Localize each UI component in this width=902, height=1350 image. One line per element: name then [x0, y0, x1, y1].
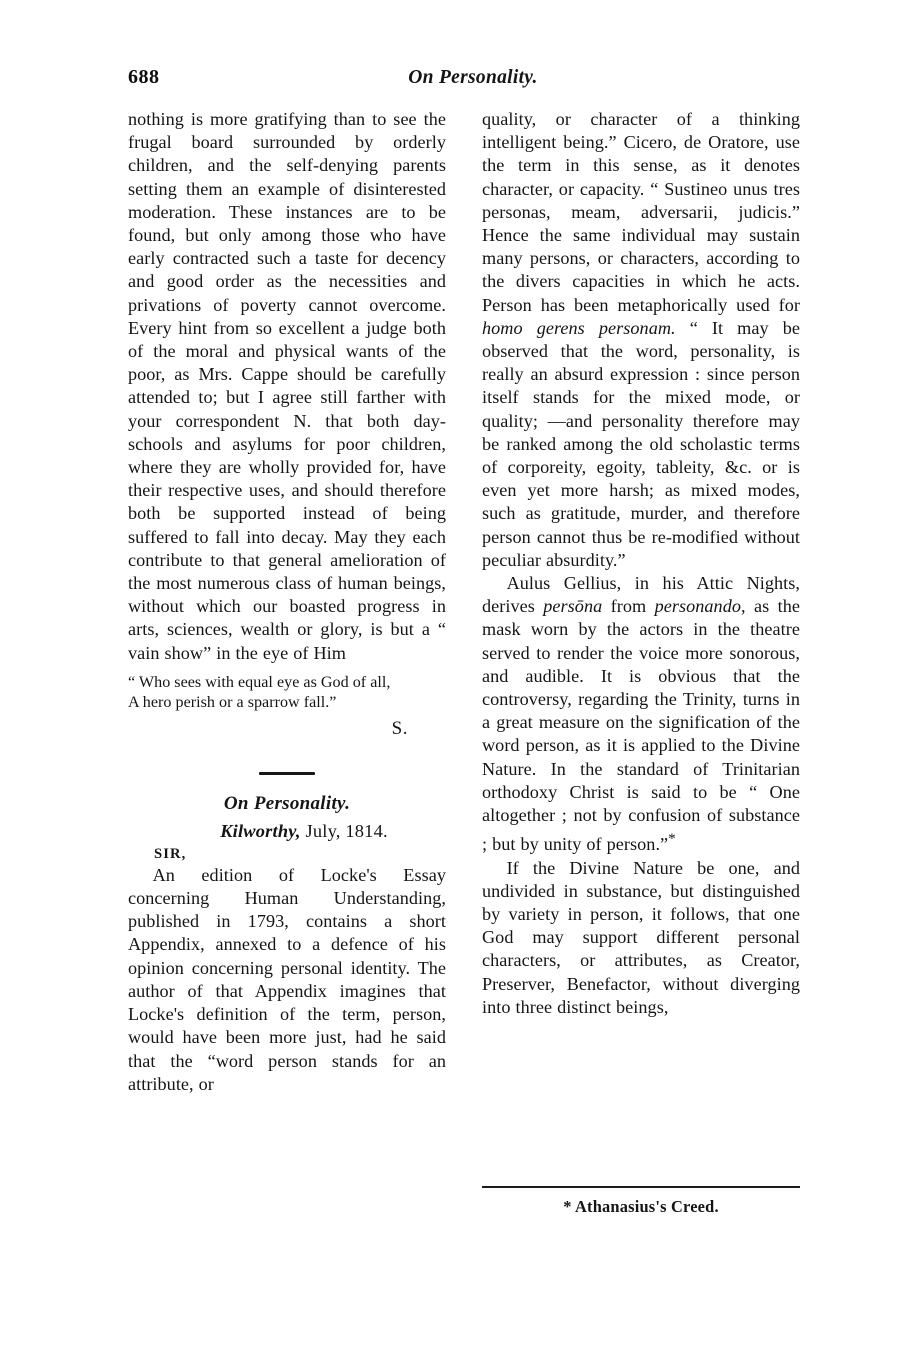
article-title: On Personality.	[223, 792, 351, 814]
article-separator-rule	[259, 772, 315, 775]
right-paragraph-two	[482, 572, 800, 857]
verse-line-2: A hero perish or a sparrow fall.”	[128, 693, 337, 711]
footnote-text: * Athanasius's Creed.	[563, 1197, 719, 1216]
left-column	[128, 108, 446, 1096]
article-salutation: SIR,	[154, 845, 187, 862]
running-head	[128, 66, 800, 94]
dateline-date: July, 1814.	[300, 820, 388, 841]
latin-word-persona: persōna	[543, 596, 603, 617]
right-paragraph-one	[482, 108, 800, 572]
left-continued-paragraph: nothing is more gratifying than to see the frugal board surrounded by orderly children, and the self-denying parents setting them an example of disinterested moderation. These instances are to be found, but only among those who have early contracted such a taste for decency and good order as the necessities and privations of poverty cannot overcome. Every hint from so excellent a judge both of the moral and physical wants of the poor, as Mrs. Cappe should be carefully attended to; but I agree still farther with your correspondent N. that both day-schools and asylums for poor children, where they are wholly provided for, have their respective uses, and should therefore both be supported instead of being suffered to fall into decay. May they each contribute to that general amelioration of the most numerous class of human beings, without which our boasted progress in arts, sciences, wealth or glory, is but a “ vain show” in the eye of Him	[128, 109, 446, 663]
page-folio-number: 688	[128, 66, 160, 88]
article-signature: S.	[391, 717, 408, 739]
footnote-reference-marker: *	[668, 830, 676, 848]
footnote-area	[482, 1186, 800, 1217]
right-paragraph-two-text-c: , as the mask worn by the actors in the theatre served to render the voice more sonorous, and audible. It is obvious that the controversy, regarding the Trinity, turns in a great measure on the signification of the word person, as it is applied to the Divine Nature. In the standard of Trinitarian orthodoxy Christ is said to be “ One altogether ; not by confusion of substance ; but by unity of person.”	[482, 596, 800, 855]
running-head-title: On Personality.	[408, 67, 538, 88]
right-column	[482, 108, 800, 1019]
dateline-place: Kilworthy,	[220, 820, 301, 841]
article-dateline	[128, 821, 446, 842]
right-paragraph-two-text-a: Aulus Gellius, in his Attic Nights, derives	[482, 573, 800, 617]
article-opening-paragraph: An edition of Locke's Essay concerning Human Understanding, published in 1793, contains a short Appendix, annexed to a defence of his opinion concerning personal identity. The author of that Appendix imagines that Locke's definition of the term, person, would have been more just, had he said that the “word person stands for an attribute, or	[128, 864, 446, 1094]
right-paragraph-three: If the Divine Nature be one, and undivided in substance, but distinguished by variety in person, it follows, that one God may support different personal characters, or attributes, as Creator, Preserver, Benefactor, without diverging into three distinct beings,	[482, 857, 800, 1017]
body-columns	[128, 108, 800, 1228]
verse-quotation	[128, 673, 446, 713]
footnote-separator-rule	[482, 1186, 800, 1188]
latin-phrase-homo-gerens-personam: homo gerens personam.	[482, 317, 676, 338]
right-paragraph-one-text-a: quality, or character of a thinking intelligent being.” Cicero, de Oratore, use the term in this sense, as it denotes character, or capacity. “ Sustineo unus tres personas, meam, adversarii, judicis.” Hence the same individual may sustain many persons, or characters, according to the divers capacities in which he acts. Person has been metaphorically used for	[482, 109, 800, 315]
latin-word-personando: personando	[654, 596, 741, 617]
verse-line-1: “ Who sees with equal eye as God of all,	[128, 673, 391, 691]
right-paragraph-two-text-b: from	[602, 596, 655, 617]
right-paragraph-one-text-b: “ It may be observed that the word, personality, is really an absurd expression : since person itself stands for the mixed mode, or quality; —and personality therefore may be ranked among the old scholastic terms of corporeity, egoity, tableity, &c. or is even yet more harsh; as mixed modes, such as gratitude, murder, and therefore person cannot thus be re-modified without peculiar absurdity.”	[482, 317, 800, 570]
